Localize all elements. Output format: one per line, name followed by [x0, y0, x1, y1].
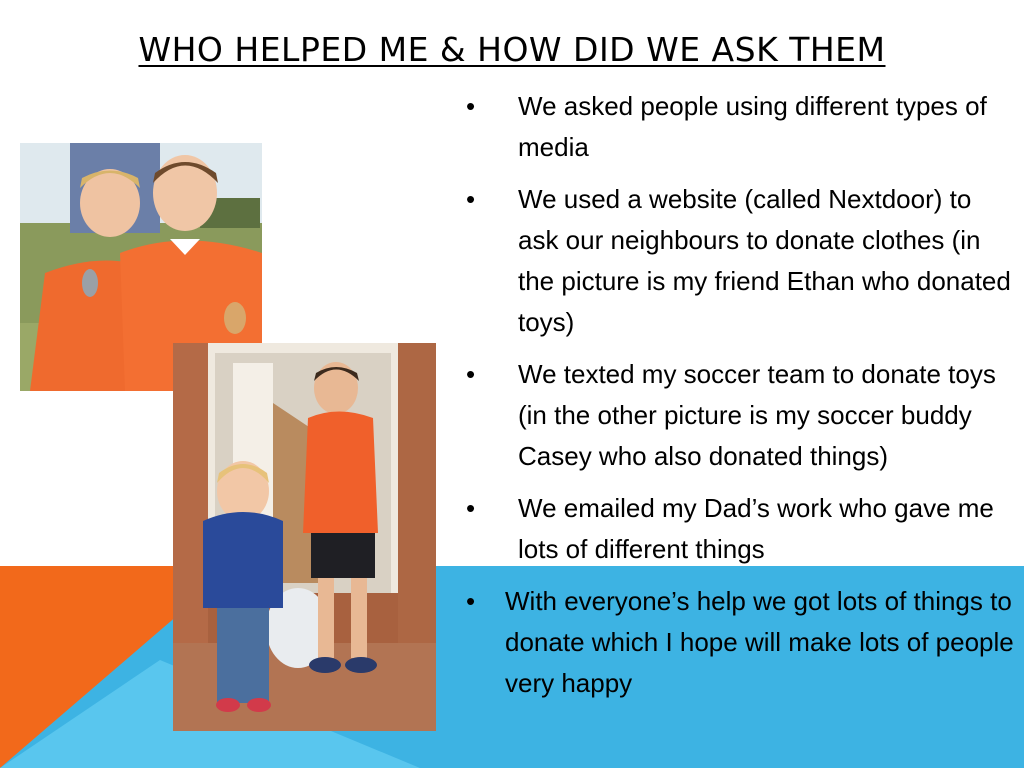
photo-doorstep-donation [173, 343, 436, 731]
bullet-text: We asked people using different types of media [518, 91, 987, 162]
bullet-text: We used a website (called Nextdoor) to ask our neighbours to donate clothes (in the picture is my friend Ethan who donated toys) [518, 184, 1011, 337]
bullet-marker: • [466, 359, 476, 389]
bullet-text: We emailed my Dad’s work who gave me lots of different things [518, 493, 994, 564]
bullet-item [466, 86, 1016, 168]
slide-title: WHO HELPED ME & HOW DID WE ASK THEM [138, 30, 886, 69]
bullet-list [466, 86, 1016, 715]
bullet-marker: • [466, 493, 476, 523]
bullet-text: With everyone’s help we got lots of things to donate which I hope will make lots of people very happy [505, 586, 1014, 698]
bullet-item [466, 488, 1016, 570]
bullet-item [466, 581, 1016, 704]
bullet-marker: • [466, 586, 476, 616]
bullet-item [466, 179, 1016, 343]
bullet-marker: • [466, 184, 476, 214]
bullet-marker: • [466, 91, 476, 121]
bullet-text: We texted my soccer team to donate toys (in the other picture is my soccer buddy Casey who also donated things) [518, 359, 996, 471]
bullet-item [466, 354, 1016, 477]
